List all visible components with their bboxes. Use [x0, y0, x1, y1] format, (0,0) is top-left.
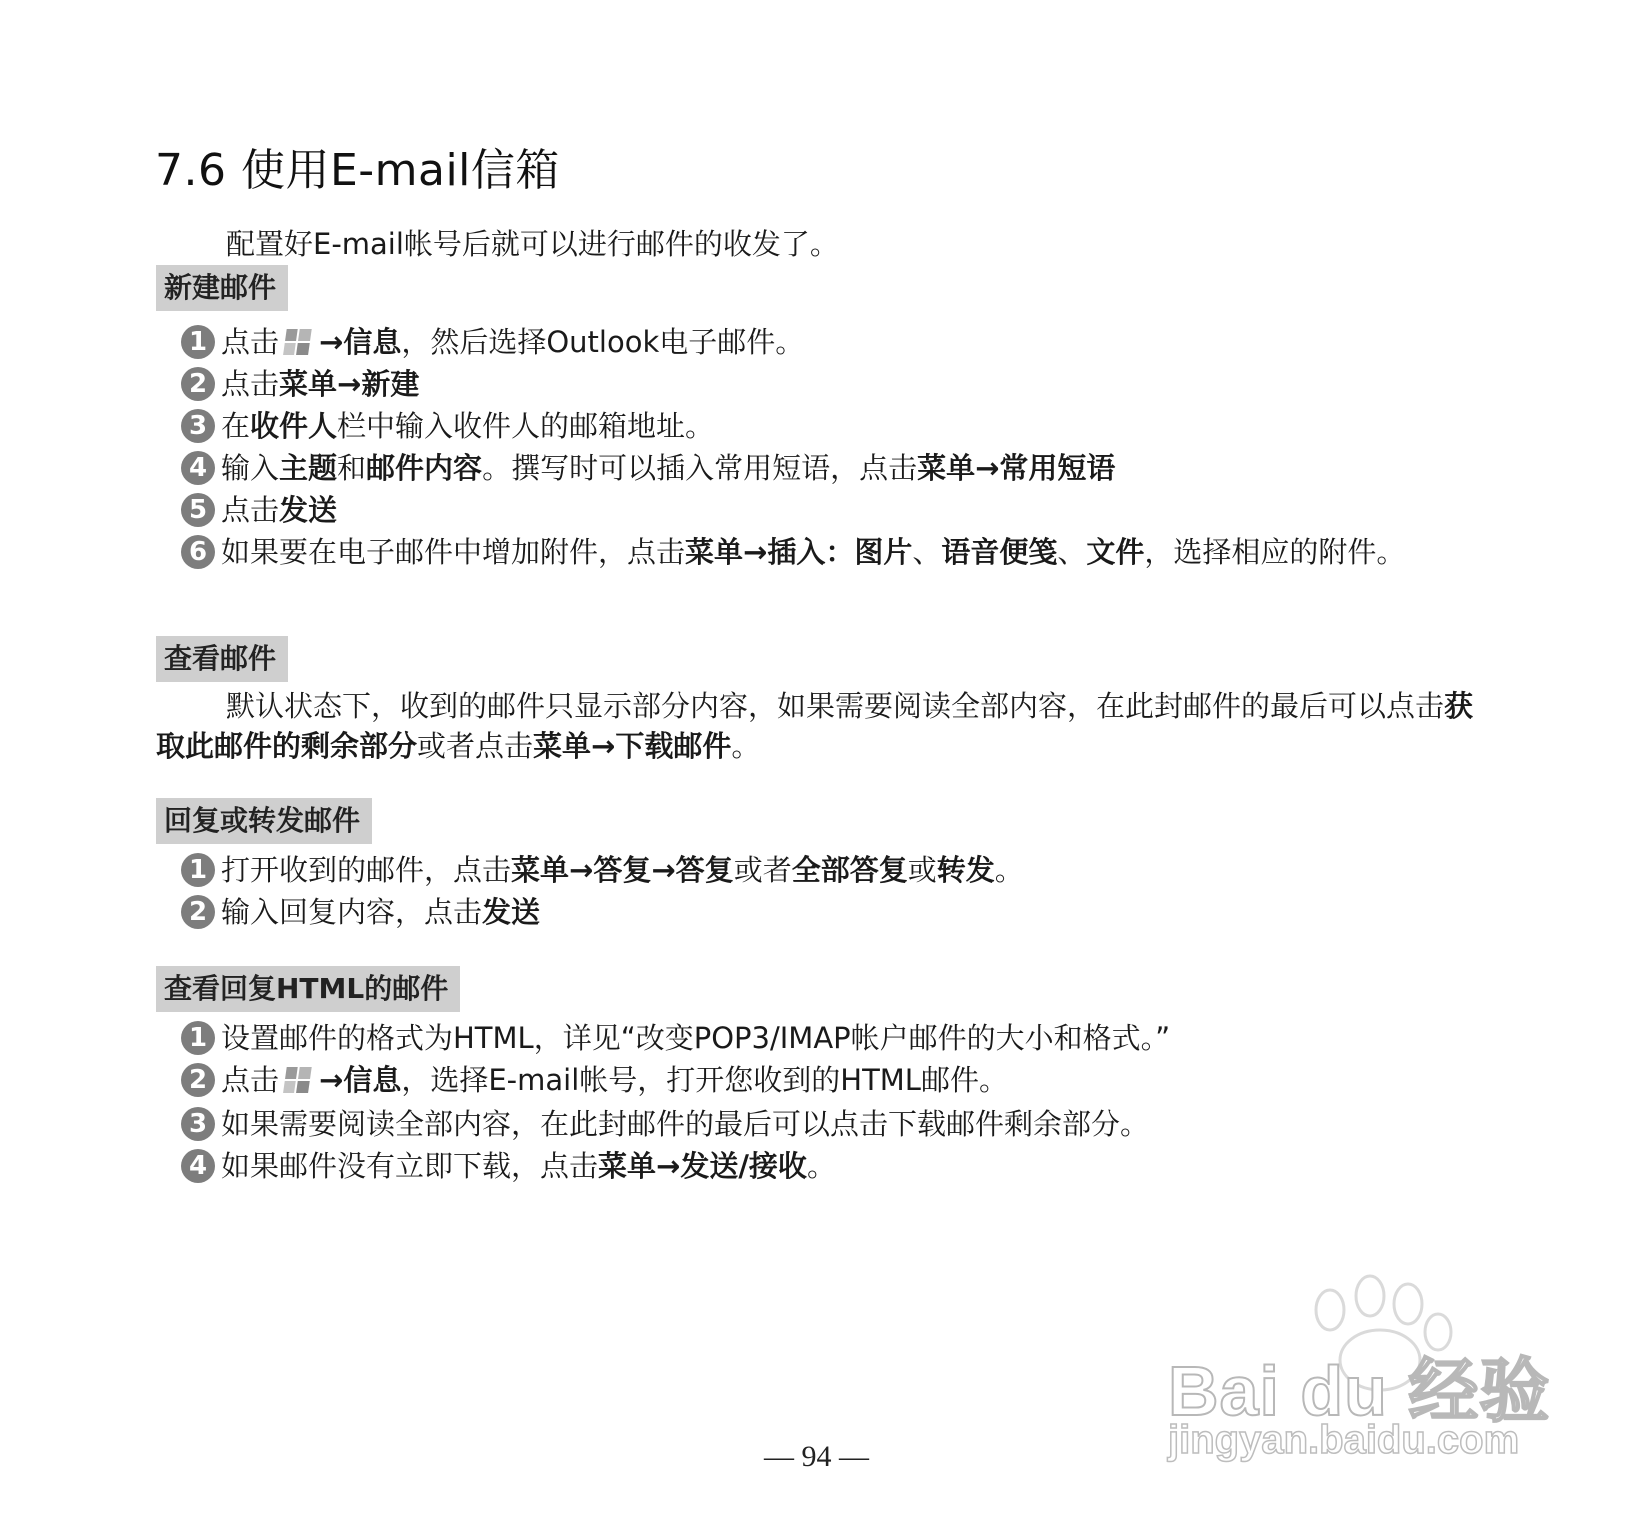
page-number: — 94 —	[764, 1440, 869, 1473]
arrow-icon: →	[651, 853, 676, 887]
new-mail-step-2: 2 点击菜单→新建	[181, 364, 419, 404]
new-mail-step-6: 6 如果要在电子邮件中增加附件，点击菜单→插入：图片、语音便笺、文件，选择相应的附件。	[181, 532, 1441, 572]
new-mail-step-1: 1 点击 →信息，然后选择Outlook电子邮件。	[181, 322, 804, 362]
html-step-3: 3 如果需要阅读全部内容，在此封邮件的最后可以点击下载邮件剩余部分。	[181, 1104, 1149, 1144]
new-mail-step-5: 5 点击发送	[181, 490, 337, 530]
baidu-watermark-url: jingyan.baidu.com	[1168, 1418, 1520, 1462]
step-number-badge: 2	[181, 895, 215, 929]
step-number-badge: 5	[181, 493, 215, 527]
section-heading-reply-forward: 回复或转发邮件	[156, 798, 372, 844]
arrow-icon: →	[337, 367, 362, 401]
step-number-badge: 1	[181, 325, 215, 359]
page-title: 7.6 使用E-mail信箱	[155, 145, 560, 196]
section-heading-html-mail: 查看回复HTML的邮件	[156, 966, 460, 1012]
windows-start-icon	[281, 327, 317, 357]
arrow-icon: →	[569, 853, 594, 887]
step-number-badge: 2	[181, 1063, 215, 1097]
step-number-badge: 6	[181, 535, 215, 569]
new-mail-step-3: 3 在收件人栏中输入收件人的邮箱地址。	[181, 406, 714, 446]
step-number-badge: 3	[181, 409, 215, 443]
baidu-watermark-logo: Bai du 经验	[1168, 1352, 1551, 1430]
step-number-badge: 1	[181, 1021, 215, 1055]
step-number-badge: 3	[181, 1107, 215, 1141]
arrow-icon: →	[656, 1149, 681, 1183]
windows-start-icon	[281, 1065, 317, 1095]
step-number-badge: 4	[181, 1149, 215, 1183]
arrow-icon: →	[319, 325, 344, 359]
step-number-badge: 1	[181, 853, 215, 887]
reply-step-1: 1 打开收到的邮件，点击菜单→答复→答复或者全部答复或转发。	[181, 850, 1024, 890]
view-mail-paragraph: 默认状态下，收到的邮件只显示部分内容，如果需要阅读全部内容，在此封邮件的最后可以点击获取此邮件的剩余部分或者点击菜单→下载邮件。	[156, 689, 1474, 763]
new-mail-step-4: 4 输入主题和邮件内容。撰写时可以插入常用短语，点击菜单→常用短语	[181, 448, 1115, 488]
html-step-4: 4 如果邮件没有立即下载，点击菜单→发送/接收。	[181, 1146, 836, 1186]
section-heading-view-mail: 查看邮件	[156, 636, 288, 682]
arrow-icon: →	[591, 729, 616, 763]
arrow-icon: →	[975, 451, 1000, 485]
arrow-icon: →	[743, 535, 768, 569]
html-step-2: 2 点击 →信息，选择E-mail帐号，打开您收到的HTML邮件。	[181, 1060, 1008, 1100]
section-heading-new-mail: 新建邮件	[156, 265, 288, 311]
html-step-1: 1 设置邮件的格式为HTML，详见“改变POP3/IMAP帐户邮件的大小和格式。”	[181, 1018, 1170, 1058]
step-number-badge: 4	[181, 451, 215, 485]
reply-step-2: 2 输入回复内容，点击发送	[181, 892, 540, 932]
intro-text: 配置好E-mail帐号后就可以进行邮件的收发了。	[226, 227, 839, 261]
arrow-icon: →	[319, 1063, 344, 1097]
step-number-badge: 2	[181, 367, 215, 401]
